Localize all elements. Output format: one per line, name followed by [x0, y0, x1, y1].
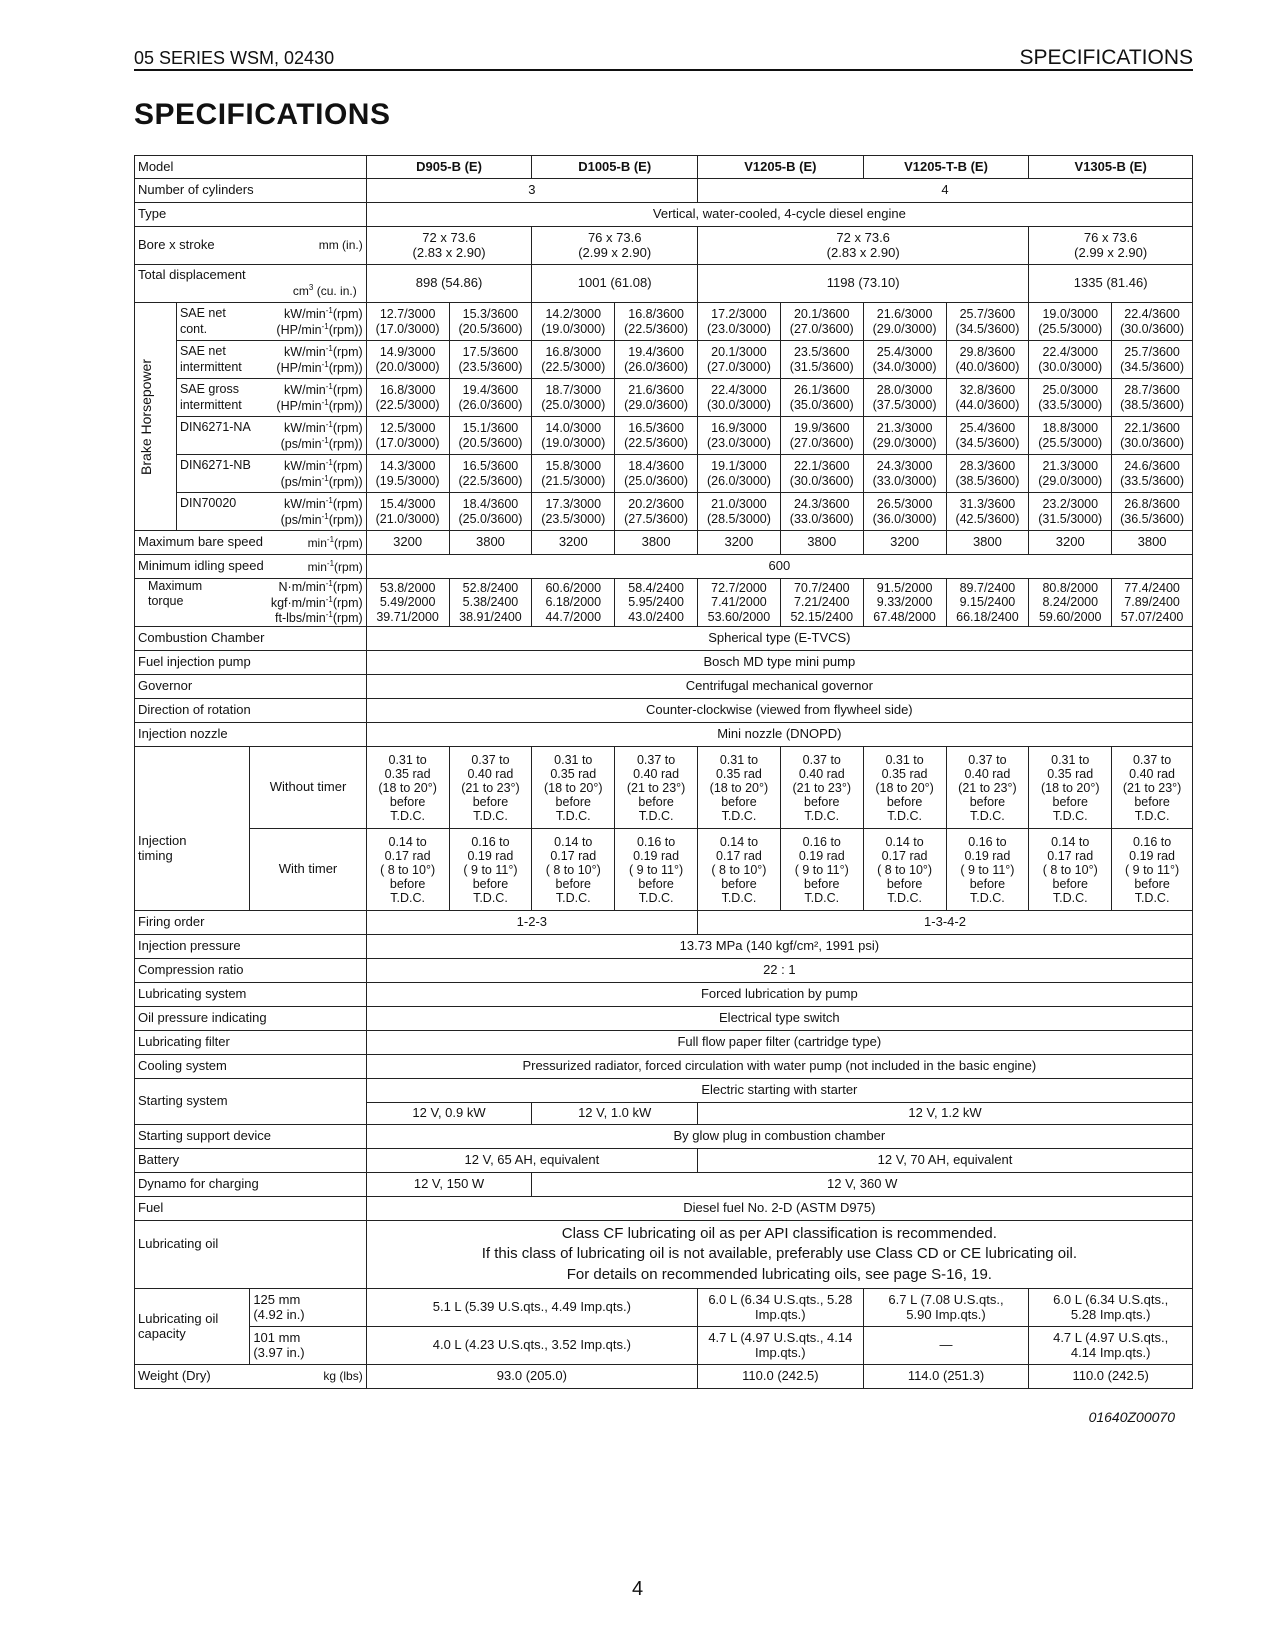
bhp-value: 14.9/3000 (20.0/3000)	[366, 341, 449, 379]
timing-value: 0.14 to 0.17 rad ( 8 to 10°) before T.D.C.	[698, 829, 781, 911]
bhp-value: 16.5/3600 (22.5/3600)	[615, 417, 698, 455]
row-label: Fuel	[135, 1197, 367, 1221]
row-label: Cooling system	[135, 1055, 367, 1079]
spec-row	[135, 829, 1193, 911]
bhp-value: 22.1/3600 (30.0/3600)	[780, 455, 863, 493]
brake-horsepower-label: Brake Horsepower	[135, 303, 177, 531]
table-cell: 5.1 L (5.39 U.S.qts., 4.49 Imp.qts.)	[366, 1289, 697, 1327]
table-cell: 12 V, 65 AH, equivalent	[366, 1149, 697, 1173]
bhp-value: 16.8/3000 (22.5/3000)	[366, 379, 449, 417]
timing-value: 0.31 to 0.35 rad (18 to 20°) before T.D.C.	[863, 747, 946, 829]
bhp-value: 16.9/3000 (23.0/3000)	[698, 417, 781, 455]
bhp-value: 25.4/3000 (34.0/3000)	[863, 341, 946, 379]
table-cell: 3800	[1112, 531, 1193, 555]
page-number: 4	[631, 1578, 644, 1600]
torque-value: 80.8/2000 8.24/2000 59.60/2000	[1029, 579, 1112, 627]
bhp-value: 31.3/3600 (42.5/3600)	[946, 493, 1029, 531]
table-cell: 72 x 73.6 (2.83 x 2.90)	[366, 227, 532, 265]
timing-value: 0.16 to 0.19 rad ( 9 to 11°) before T.D.C.	[615, 829, 698, 911]
model-label: Model	[135, 156, 367, 179]
spec-row	[135, 675, 1193, 699]
bhp-value: 19.9/3600 (27.0/3600)	[780, 417, 863, 455]
spec-row	[135, 1079, 1193, 1103]
timing-value: 0.16 to 0.19 rad ( 9 to 11°) before T.D.C.	[780, 829, 863, 911]
table-cell: 1335 (81.46)	[1029, 265, 1193, 303]
spec-row	[135, 747, 1193, 829]
timing-value: 0.14 to 0.17 rad ( 8 to 10°) before T.D.C.	[863, 829, 946, 911]
row-label: Oil pressure indicating	[135, 1007, 367, 1031]
bhp-value: 28.0/3000 (37.5/3000)	[863, 379, 946, 417]
table-cell: Centrifugal mechanical governor	[366, 675, 1192, 699]
bhp-rating-label: SAE gross $kW/\min^{-1}(rpm)$ intermittent $(HP/\min^{-1}(rpm))$	[176, 379, 366, 417]
table-cell: 114.0 (251.3)	[863, 1365, 1029, 1389]
table-cell: 3200	[366, 531, 449, 555]
timing-value: 0.31 to 0.35 rad (18 to 20°) before T.D.C.	[366, 747, 449, 829]
model-name: V1305-B (E)	[1029, 156, 1193, 179]
row-label: Total displacement $cm^3$ (cu. in.)	[135, 265, 367, 303]
bhp-value: 19.0/3000 (25.5/3000)	[1029, 303, 1112, 341]
bhp-rating-label: SAE net $kW/\min^{-1}(rpm)$ cont. $(HP/\min^{-1}(rpm))$	[176, 303, 366, 341]
row-label: Battery	[135, 1149, 367, 1173]
bhp-value: 28.3/3600 (38.5/3600)	[946, 455, 1029, 493]
bhp-value: 15.8/3000 (21.5/3000)	[532, 455, 615, 493]
bhp-rating-label: SAE net $kW/\min^{-1}(rpm)$ intermittent $(HP/\min^{-1}(rpm))$	[176, 341, 366, 379]
spec-row	[135, 911, 1193, 935]
table-cell: 3200	[863, 531, 946, 555]
table-cell: 110.0 (242.5)	[1029, 1365, 1193, 1389]
spec-row	[135, 1221, 1193, 1289]
spec-row	[135, 1289, 1193, 1327]
bhp-rating-label: DIN6271-NA $kW/\min^{-1}(rpm)$ $(ps/\min^{-1}(rpm))$	[176, 417, 366, 455]
table-cell: 76 x 73.6 (2.99 x 2.90)	[532, 227, 698, 265]
timing-value: 0.16 to 0.19 rad ( 9 to 11°) before T.D.C.	[946, 829, 1029, 911]
spec-row	[135, 1173, 1193, 1197]
row-label: Lubricating system	[135, 983, 367, 1007]
row-label: Starting support device	[135, 1125, 367, 1149]
bhp-value: 22.1/3600 (30.0/3600)	[1112, 417, 1193, 455]
bhp-value: 20.2/3600 (27.5/3600)	[615, 493, 698, 531]
bhp-value: 19.1/3000 (26.0/3000)	[698, 455, 781, 493]
bhp-value: 15.1/3600 (20.5/3600)	[449, 417, 532, 455]
bhp-rating-label: DIN6271-NB $kW/\min^{-1}(rpm)$ $(ps/\min^{-1}(rpm))$	[176, 455, 366, 493]
header-rule	[134, 69, 1193, 71]
spec-row	[135, 1007, 1193, 1031]
spec-row	[135, 983, 1193, 1007]
table-cell: 6.7 L (7.08 U.S.qts., 5.90 Imp.qts.)	[863, 1289, 1029, 1327]
table-cell: 4.7 L (4.97 U.S.qts., 4.14 Imp.qts.)	[1029, 1327, 1193, 1365]
spec-row	[135, 627, 1193, 651]
table-cell: 76 x 73.6 (2.99 x 2.90)	[1029, 227, 1193, 265]
bhp-value: 22.4/3000 (30.0/3000)	[698, 379, 781, 417]
table-cell: 6.0 L (6.34 U.S.qts., 5.28 Imp.qts.)	[698, 1289, 864, 1327]
model-name: D1005-B (E)	[532, 156, 698, 179]
table-cell: 4	[698, 179, 1193, 203]
spec-row	[135, 651, 1193, 675]
table-cell: 12 V, 360 W	[532, 1173, 1193, 1197]
table-cell: 4.7 L (4.97 U.S.qts., 4.14 Imp.qts.)	[698, 1327, 864, 1365]
spec-row	[135, 555, 1193, 579]
timing-value: 0.16 to 0.19 rad ( 9 to 11°) before T.D.C.	[449, 829, 532, 911]
bhp-value: 19.4/3600 (26.0/3600)	[615, 341, 698, 379]
row-label: Type	[135, 203, 367, 227]
timing-value: 0.16 to 0.19 rad ( 9 to 11°) before T.D.C.	[1112, 829, 1193, 911]
spec-row	[135, 303, 1193, 341]
timing-sub-label: With timer	[250, 829, 366, 911]
table-cell: 1001 (61.08)	[532, 265, 698, 303]
bhp-value: 29.8/3600 (40.0/3600)	[946, 341, 1029, 379]
model-name: D905-B (E)	[366, 156, 532, 179]
table-cell: Vertical, water-cooled, 4-cycle diesel engine	[366, 203, 1192, 227]
bhp-value: 25.7/3600 (34.5/3600)	[1112, 341, 1193, 379]
spec-row	[135, 1327, 1193, 1365]
bhp-value: 18.7/3000 (25.0/3000)	[532, 379, 615, 417]
torque-value: 72.7/2000 7.41/2000 53.60/2000	[698, 579, 781, 627]
table-cell: 3200	[1029, 531, 1112, 555]
table-cell: Counter-clockwise (viewed from flywheel side)	[366, 699, 1192, 723]
table-cell: 12 V, 150 W	[366, 1173, 532, 1197]
bhp-value: 21.6/3600 (29.0/3600)	[615, 379, 698, 417]
spec-row	[135, 1055, 1193, 1079]
table-cell: 3800	[780, 531, 863, 555]
spec-row	[135, 179, 1193, 203]
table-cell: 3800	[946, 531, 1029, 555]
row-label: Starting system	[135, 1079, 367, 1125]
spec-row	[135, 1031, 1193, 1055]
table-cell: 12 V, 0.9 kW	[366, 1103, 532, 1125]
spec-table	[134, 155, 1193, 1389]
spec-row	[135, 265, 1193, 303]
bhp-value: 17.2/3000 (23.0/3000)	[698, 303, 781, 341]
torque-value: 60.6/2000 6.18/2000 44.7/2000	[532, 579, 615, 627]
header-left: 05 SERIES WSM, 02430	[134, 48, 335, 68]
timing-value: 0.37 to 0.40 rad (21 to 23°) before T.D.C.	[946, 747, 1029, 829]
row-label: Firing order	[135, 911, 367, 935]
bhp-value: 26.1/3600 (35.0/3600)	[780, 379, 863, 417]
table-cell: Electric starting with starter	[366, 1079, 1192, 1103]
table-cell: Forced lubrication by pump	[366, 983, 1192, 1007]
table-cell: Spherical type (E-TVCS)	[366, 627, 1192, 651]
bhp-value: 26.5/3000 (36.0/3000)	[863, 493, 946, 531]
bhp-value: 17.5/3600 (23.5/3600)	[449, 341, 532, 379]
table-cell: 1-3-4-2	[698, 911, 1193, 935]
timing-value: 0.14 to 0.17 rad ( 8 to 10°) before T.D.C.	[366, 829, 449, 911]
bhp-value: 32.8/3600 (44.0/3600)	[946, 379, 1029, 417]
spec-row	[135, 156, 1193, 179]
bhp-value: 15.3/3600 (20.5/3600)	[449, 303, 532, 341]
spec-row	[135, 341, 1193, 379]
row-label: Number of cylinders	[135, 179, 367, 203]
table-cell: —	[863, 1327, 1029, 1365]
row-label: Bore x stroke mm (in.)	[135, 227, 367, 265]
timing-value: 0.31 to 0.35 rad (18 to 20°) before T.D.C.	[1029, 747, 1112, 829]
torque-value: 77.4/2400 7.89/2400 57.07/2400	[1112, 579, 1193, 627]
spec-row	[135, 1197, 1193, 1221]
bhp-value: 25.7/3600 (34.5/3600)	[946, 303, 1029, 341]
timing-value: 0.31 to 0.35 rad (18 to 20°) before T.D.C.	[532, 747, 615, 829]
bhp-value: 25.4/3600 (34.5/3600)	[946, 417, 1029, 455]
row-label: Lubricating filter	[135, 1031, 367, 1055]
spec-row	[135, 227, 1193, 265]
bhp-value: 22.4/3000 (30.0/3000)	[1029, 341, 1112, 379]
spec-row	[135, 699, 1193, 723]
table-cell: 3800	[449, 531, 532, 555]
bhp-value: 12.5/3000 (17.0/3000)	[366, 417, 449, 455]
bhp-value: 18.4/3600 (25.0/3600)	[449, 493, 532, 531]
bhp-value: 20.1/3600 (27.0/3600)	[780, 303, 863, 341]
bhp-value: 24.3/3600 (33.0/3600)	[780, 493, 863, 531]
row-label: Weight (Dry) kg (lbs)	[135, 1365, 367, 1389]
bhp-value: 17.3/3000 (23.5/3000)	[532, 493, 615, 531]
spec-row	[135, 493, 1193, 531]
table-cell: 110.0 (242.5)	[698, 1365, 864, 1389]
timing-value: 0.37 to 0.40 rad (21 to 23°) before T.D.C.	[780, 747, 863, 829]
bhp-value: 19.4/3600 (26.0/3600)	[449, 379, 532, 417]
bhp-value: 25.0/3000 (33.5/3000)	[1029, 379, 1112, 417]
bhp-value: 24.3/3000 (33.0/3000)	[863, 455, 946, 493]
capacity-sub-label: 125 mm (4.92 in.)	[250, 1289, 366, 1327]
bhp-value: 18.4/3600 (25.0/3600)	[615, 455, 698, 493]
table-cell: 22 : 1	[366, 959, 1192, 983]
row-label: Injection pressure	[135, 935, 367, 959]
row-label: Lubricating oil	[135, 1221, 367, 1289]
torque-value: 53.8/2000 5.49/2000 39.71/2000	[366, 579, 449, 627]
timing-value: 0.37 to 0.40 rad (21 to 23°) before T.D.C.	[615, 747, 698, 829]
timing-value: 0.14 to 0.17 rad ( 8 to 10°) before T.D.C.	[1029, 829, 1112, 911]
header-right: SPECIFICATIONS	[1019, 46, 1193, 69]
row-label: Minimum idling speed $\min^{-1}(rpm)$	[135, 555, 367, 579]
row-label: Combustion Chamber	[135, 627, 367, 651]
bhp-rating-label: DIN70020 $kW/\min^{-1}(rpm)$ $(ps/\min^{-1}(rpm))$	[176, 493, 366, 531]
table-cell: 600	[366, 555, 1192, 579]
bhp-value: 18.8/3000 (25.5/3000)	[1029, 417, 1112, 455]
capacity-label: Lubricating oil capacity	[135, 1289, 250, 1365]
bhp-value: 26.8/3600 (36.5/3600)	[1112, 493, 1193, 531]
torque-value: 52.8/2400 5.38/2400 38.91/2400	[449, 579, 532, 627]
table-cell: Electrical type switch	[366, 1007, 1192, 1031]
spec-row	[135, 1125, 1193, 1149]
spec-row	[135, 417, 1193, 455]
bhp-value: 14.2/3000 (19.0/3000)	[532, 303, 615, 341]
bhp-value: 23.2/3000 (31.5/3000)	[1029, 493, 1112, 531]
bhp-value: 23.5/3600 (31.5/3600)	[780, 341, 863, 379]
spec-row	[135, 935, 1193, 959]
timing-sub-label: Without timer	[250, 747, 366, 829]
bhp-value: 21.3/3000 (29.0/3000)	[1029, 455, 1112, 493]
torque-value: 89.7/2400 9.15/2400 66.18/2400	[946, 579, 1029, 627]
table-cell: 4.0 L (4.23 U.S.qts., 3.52 Imp.qts.)	[366, 1327, 697, 1365]
table-cell: 72 x 73.6 (2.83 x 2.90)	[698, 227, 1029, 265]
row-label: Direction of rotation	[135, 699, 367, 723]
bhp-value: 12.7/3000 (17.0/3000)	[366, 303, 449, 341]
lubricating-oil-note: Class CF lubricating oil as per API classification is recommended. If this class of lubricating oil is not available, preferably use Class CD or CE lubricating oil. For details on recommended lubricating oils, see page S-16, 19.	[366, 1221, 1192, 1289]
bhp-value: 22.4/3600 (30.0/3600)	[1112, 303, 1193, 341]
spec-row	[135, 723, 1193, 747]
timing-value: 0.14 to 0.17 rad ( 8 to 10°) before T.D.C.	[532, 829, 615, 911]
table-cell: Mini nozzle (DNOPD)	[366, 723, 1192, 747]
bhp-value: 20.1/3000 (27.0/3000)	[698, 341, 781, 379]
row-label: Fuel injection pump	[135, 651, 367, 675]
spec-row	[135, 1365, 1193, 1389]
row-label: Compression ratio	[135, 959, 367, 983]
torque-value: 70.7/2400 7.21/2400 52.15/2400	[780, 579, 863, 627]
torque-value: 91.5/2000 9.33/2000 67.48/2000	[863, 579, 946, 627]
spec-row	[135, 203, 1193, 227]
spec-row	[135, 1149, 1193, 1173]
capacity-sub-label: 101 mm (3.97 in.)	[250, 1327, 366, 1365]
model-name: V1205-B (E)	[698, 156, 864, 179]
table-cell: 898 (54.86)	[366, 265, 532, 303]
bhp-value: 16.8/3000 (22.5/3000)	[532, 341, 615, 379]
timing-value: 0.37 to 0.40 rad (21 to 23°) before T.D.C.	[449, 747, 532, 829]
spec-row	[135, 455, 1193, 493]
table-cell: 12 V, 1.0 kW	[532, 1103, 698, 1125]
bhp-value: 16.8/3600 (22.5/3600)	[615, 303, 698, 341]
table-cell: 93.0 (205.0)	[366, 1365, 697, 1389]
table-cell: 3	[366, 179, 697, 203]
table-cell: 3200	[698, 531, 781, 555]
timing-value: 0.37 to 0.40 rad (21 to 23°) before T.D.C.	[1112, 747, 1193, 829]
timing-value: 0.31 to 0.35 rad (18 to 20°) before T.D.C.	[698, 747, 781, 829]
bhp-value: 15.4/3000 (21.0/3000)	[366, 493, 449, 531]
spec-row	[135, 959, 1193, 983]
table-cell: Pressurized radiator, forced circulation with water pump (not included in the basic engine)	[366, 1055, 1192, 1079]
torque-value: 58.4/2400 5.95/2400 43.0/2400	[615, 579, 698, 627]
bhp-value: 14.3/3000 (19.5/3000)	[366, 455, 449, 493]
bhp-value: 21.6/3000 (29.0/3000)	[863, 303, 946, 341]
table-cell: By glow plug in combustion chamber	[366, 1125, 1192, 1149]
row-label: Maximum bare speed $\min^{-1}(rpm)$	[135, 531, 367, 555]
row-label: Dynamo for charging	[135, 1173, 367, 1197]
table-cell: 3800	[615, 531, 698, 555]
row-label: Injection nozzle	[135, 723, 367, 747]
spec-row	[135, 379, 1193, 417]
bhp-value: 24.6/3600 (33.5/3600)	[1112, 455, 1193, 493]
spec-row	[135, 531, 1193, 555]
table-cell: Diesel fuel No. 2-D (ASTM D975)	[366, 1197, 1192, 1221]
table-cell: 12 V, 70 AH, equivalent	[698, 1149, 1193, 1173]
bhp-value: 14.0/3000 (19.0/3000)	[532, 417, 615, 455]
bhp-value: 21.0/3000 (28.5/3000)	[698, 493, 781, 531]
document-code: 01640Z00070	[1088, 1409, 1175, 1425]
row-label: Maximum torque $N\cdot m/\min^{-1}(rpm)$ $kgf\cdot m/\min^{-1}(rpm)$ $ft-lbs/\min^{-1}(rpm)$	[135, 579, 367, 627]
spec-row	[135, 579, 1193, 627]
table-cell: Bosch MD type mini pump	[366, 651, 1192, 675]
table-cell: 1-2-3	[366, 911, 697, 935]
page-title: SPECIFICATIONS	[134, 98, 391, 131]
row-label: Governor	[135, 675, 367, 699]
table-cell: 3200	[532, 531, 615, 555]
model-name: V1205-T-B (E)	[863, 156, 1029, 179]
table-cell: Full flow paper filter (cartridge type)	[366, 1031, 1192, 1055]
table-cell: 12 V, 1.2 kW	[698, 1103, 1193, 1125]
table-cell: 13.73 MPa (140 kgf/cm², 1991 psi)	[366, 935, 1192, 959]
bhp-value: 21.3/3000 (29.0/3000)	[863, 417, 946, 455]
table-cell: 6.0 L (6.34 U.S.qts., 5.28 Imp.qts.)	[1029, 1289, 1193, 1327]
injection-timing-label: Injection timing	[135, 747, 250, 911]
bhp-value: 16.5/3600 (22.5/3600)	[449, 455, 532, 493]
bhp-value: 28.7/3600 (38.5/3600)	[1112, 379, 1193, 417]
table-cell: 1198 (73.10)	[698, 265, 1029, 303]
